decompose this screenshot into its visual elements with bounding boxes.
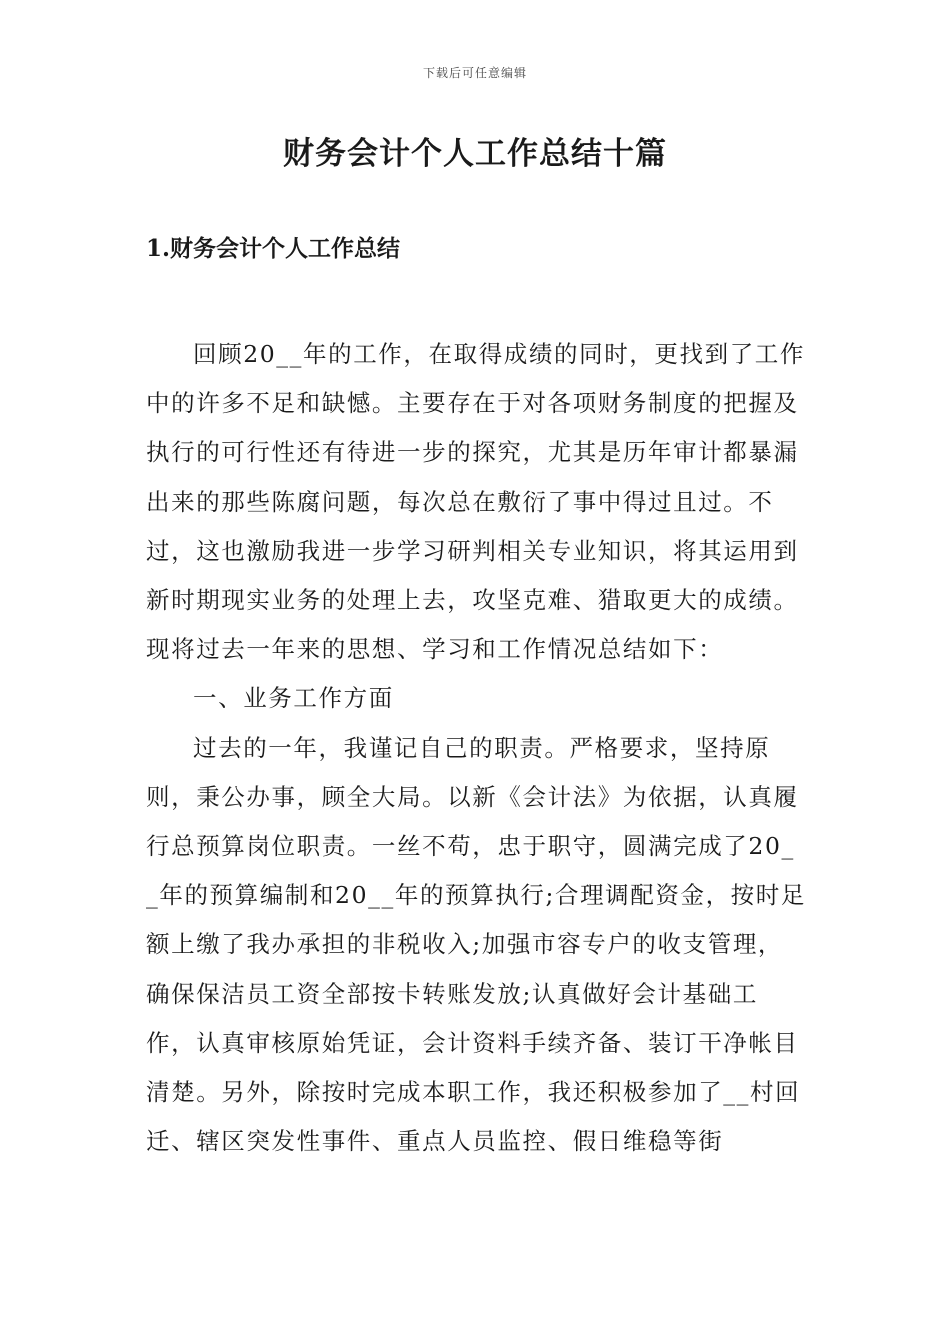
section-heading: 1.财务会计个人工作总结	[146, 235, 401, 262]
page-header-note: 下载后可任意编辑	[422, 66, 527, 80]
document-body	[146, 330, 808, 1166]
paragraph-intro: 回顾20__年的工作，在取得成绩的同时，更找到了工作中的许多不足和缺憾。主要存在于对各项财务制度的把握及执行的可行性还有待进一步的探究，尤其是历年审计都暴漏出来的那些陈腐问题，每次总在敷衍了事中得过且过。不过，这也激励我进一步学习研判相关专业知识，将其运用到新时期现实业务的处理上去，攻坚克难、猎取更大的成绩。现将过去一年来的思想、学习和工作情况总结如下：	[146, 340, 806, 664]
subheading-business-work: 一、业务工作方面	[193, 684, 394, 713]
document-title: 财务会计个人工作总结十篇	[283, 136, 667, 172]
paragraph-business-work: 过去的一年，我谨记自己的职责。严格要求，坚持原则，秉公办事，顾全大局。以新《会计法》为依据，认真履行总预算岗位职责。一丝不苟，忠于职守，圆满完成了20__年的预算编制和20__年的预算执行;合理调配资金，按时足额上缴了我办承担的非税收入;加强市容专户的收支管理，确保保洁员工资全部按卡转账发放;认真做好会计基础工作，认真审核原始凭证，会计资料手续齐备、装订干净帐目清楚。另外，除按时完成本职工作，我还积极参加了__村回迁、辖区突发性事件、重点人员监控、假日维稳等街	[146, 733, 806, 1156]
